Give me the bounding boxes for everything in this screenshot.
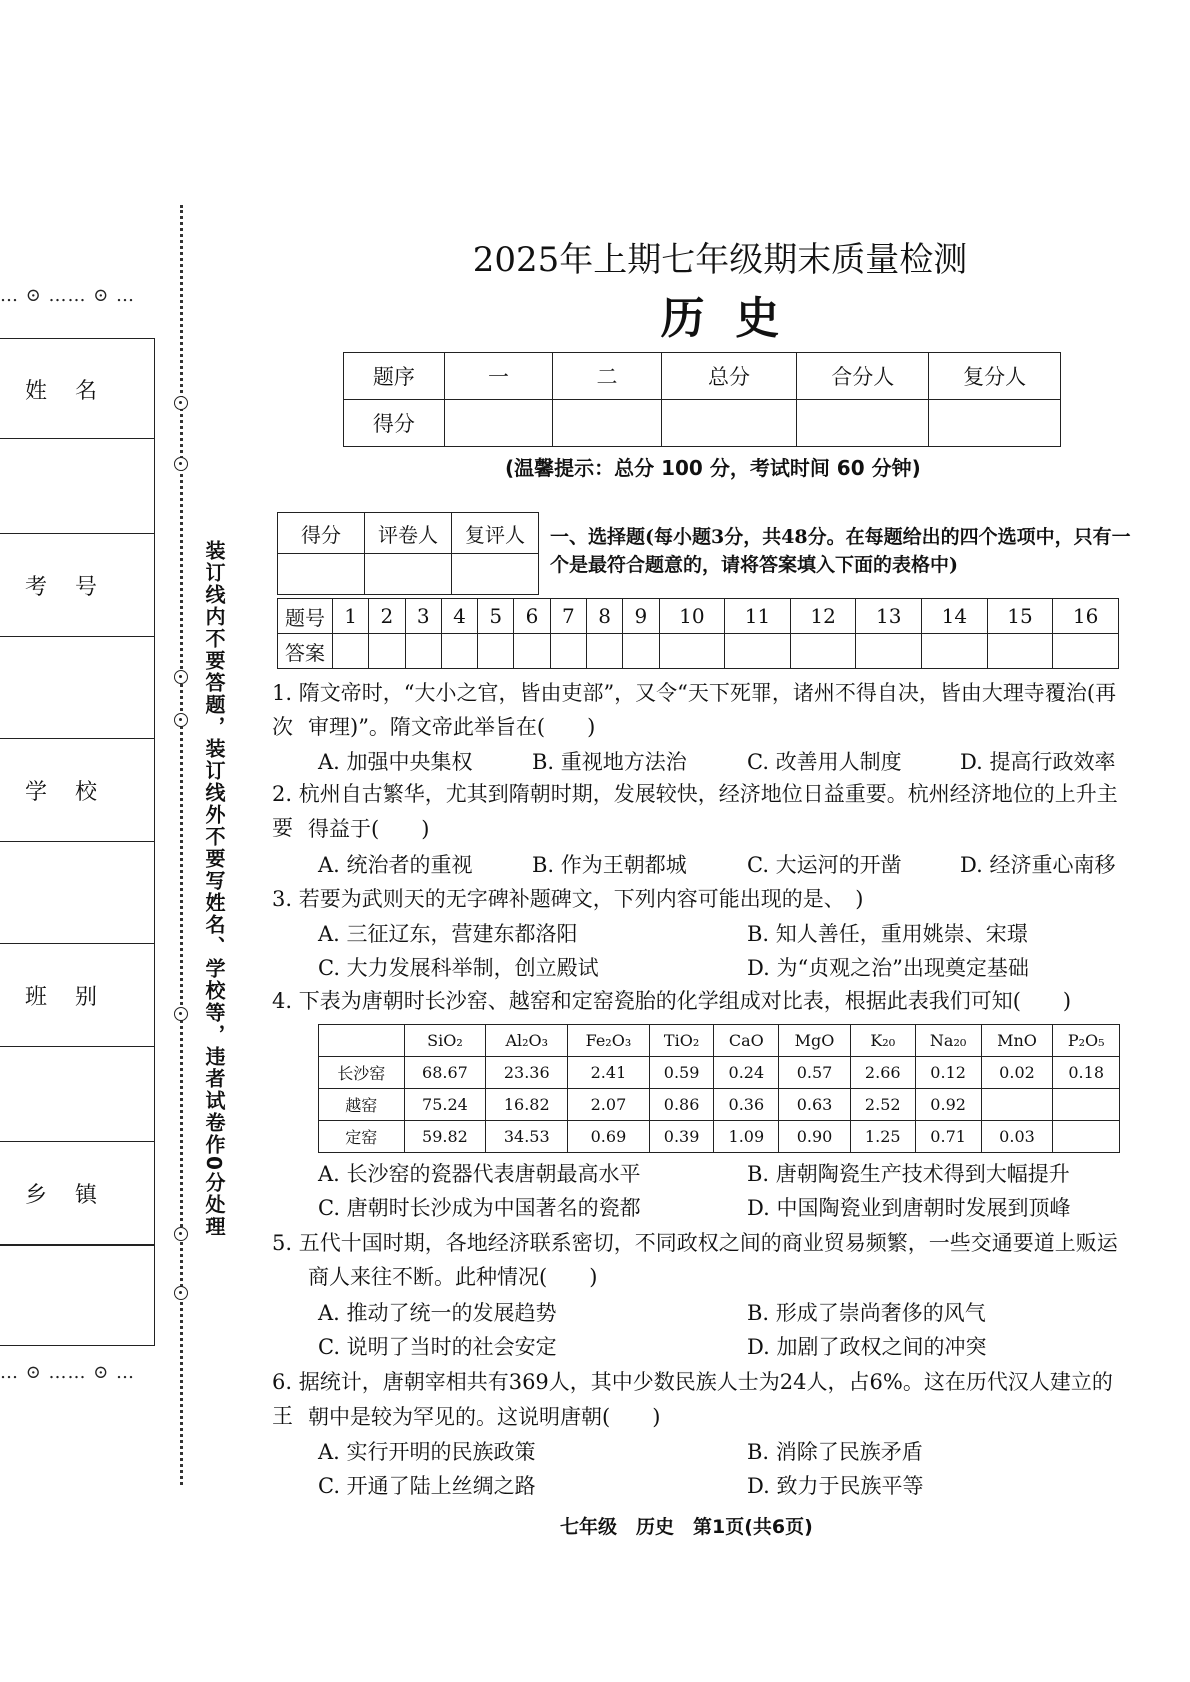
question-3-option-d[interactable]: D. 为“贞观之治”出现奠定基础 — [747, 956, 1029, 980]
answer-cell[interactable] — [478, 634, 514, 669]
answer-cell[interactable] — [790, 634, 856, 669]
answer-number: 13 — [856, 599, 922, 634]
score-cell[interactable] — [797, 400, 929, 447]
question-6-option-b[interactable]: B. 消除了民族矛盾 — [747, 1440, 923, 1464]
answer-cell[interactable] — [441, 634, 477, 669]
question-1-option-d[interactable]: D. 提高行政效率 — [960, 750, 1116, 774]
chem-table-cell: 2.52 — [850, 1089, 915, 1121]
chem-table-cell: 0.39 — [649, 1121, 714, 1153]
question-5-option-c[interactable]: C. 说明了当时的社会安定 — [318, 1335, 557, 1359]
question-4-option-a[interactable]: A. 长沙窑的瓷器代表唐朝最高水平 — [318, 1162, 641, 1186]
chem-table-row-label: 长沙窑 — [319, 1057, 405, 1089]
question-4-option-c[interactable]: C. 唐朝时长沙成为中国著名的瓷都 — [318, 1196, 641, 1220]
grader-header: 复评人 — [452, 513, 539, 554]
binding-hole — [174, 1227, 188, 1241]
score-table — [343, 352, 1061, 447]
binding-hole — [174, 1286, 188, 1300]
score-table-header: 复分人 — [929, 353, 1061, 400]
binding-field-name-blank[interactable] — [0, 438, 155, 533]
section1-instruction-line2: 个是最符合题意的，请将答案填入下面的表格中) — [550, 554, 958, 576]
binding-hole — [174, 670, 188, 684]
answer-cell[interactable] — [1053, 634, 1119, 669]
question-2-option-b[interactable]: B. 作为王朝都城 — [532, 853, 687, 877]
page-footer: 七年级 历史 第1页(共6页) — [560, 1516, 813, 1538]
binding-field-town-blank[interactable] — [0, 1245, 155, 1346]
grader-header: 得分 — [278, 513, 365, 554]
answer-number: 9 — [623, 599, 659, 634]
chem-table-cell: 75.24 — [404, 1089, 486, 1121]
chem-table-cell: 0.92 — [915, 1089, 981, 1121]
binding-field-name: 姓名 — [0, 338, 155, 438]
chem-table-cell: 0.69 — [568, 1121, 650, 1153]
question-3-option-c[interactable]: C. 大力发展科举制，创立殿试 — [318, 956, 599, 980]
binding-field-exam-number-blank[interactable] — [0, 636, 155, 738]
chem-table-cell: 1.09 — [714, 1121, 779, 1153]
chem-table-cell: 0.71 — [915, 1121, 981, 1153]
chem-table-header: Fe₂O₃ — [568, 1025, 650, 1057]
chem-table-cell — [981, 1089, 1053, 1121]
answer-cell[interactable] — [405, 634, 441, 669]
question-5-line2: 商人来往不断。此种情况( ) — [308, 1265, 598, 1289]
answer-number: 7 — [550, 599, 586, 634]
question-1-option-b[interactable]: B. 重视地方法治 — [532, 750, 687, 774]
answer-number: 16 — [1053, 599, 1119, 634]
answer-table-label: 答案 — [278, 634, 333, 669]
chem-table-cell: 2.07 — [568, 1089, 650, 1121]
exam-tip: (温馨提示：总分 100 分，考试时间 60 分钟) — [505, 456, 921, 480]
question-4-line1: 4. 下表为唐朝时长沙窑、越窑和定窑瓷胎的化学组成对比表，根据此表我们可知( ) — [272, 989, 1072, 1013]
question-2-option-a[interactable]: A. 统治者的重视 — [318, 853, 473, 877]
question-5-line1: 5. 五代十国时期，各地经济联系密切，不同政权之间的商业贸易频繁，一些交通要道上贩运 — [272, 1231, 1118, 1255]
binding-hole — [174, 457, 188, 471]
answer-number: 8 — [586, 599, 622, 634]
answer-number: 11 — [725, 599, 791, 634]
question-6-line2: 朝中是较为罕见的。这说明唐朝( ) — [308, 1405, 661, 1429]
chem-table-header: K₂₀ — [850, 1025, 915, 1057]
question-4-option-b[interactable]: B. 唐朝陶瓷生产技术得到大幅提升 — [747, 1162, 1070, 1186]
binding-field-school: 学校 — [0, 738, 155, 841]
chem-table-header — [319, 1025, 405, 1057]
score-cell[interactable] — [444, 400, 552, 447]
question-5-option-d[interactable]: D. 加剧了政权之间的冲突 — [747, 1335, 987, 1359]
chem-table-cell — [1053, 1121, 1120, 1153]
chem-table-cell: 0.12 — [915, 1057, 981, 1089]
grader-cell[interactable] — [365, 554, 452, 595]
binding-hole — [174, 396, 188, 410]
question-1-line2: 审理)”。隋文帝此举旨在( ) — [308, 715, 596, 739]
question-4-option-d[interactable]: D. 中国陶瓷业到唐朝时发展到顶峰 — [747, 1196, 1071, 1220]
subject-title: 历 史 — [660, 293, 780, 344]
question-5-option-b[interactable]: B. 形成了崇尚奢侈的风气 — [747, 1301, 986, 1325]
chem-table-cell: 2.66 — [850, 1057, 915, 1089]
binding-dots-top: … ⊙ …… ⊙ … — [0, 285, 136, 306]
answer-cell[interactable] — [514, 634, 550, 669]
answer-cell[interactable] — [333, 634, 369, 669]
chem-table-cell: 0.86 — [649, 1089, 714, 1121]
answer-number: 5 — [478, 599, 514, 634]
score-cell[interactable] — [661, 400, 797, 447]
answer-number: 14 — [922, 599, 988, 634]
chem-table-cell: 2.41 — [568, 1057, 650, 1089]
chem-table-cell: 0.57 — [779, 1057, 851, 1089]
grader-table — [277, 512, 539, 595]
exam-title: 2025年上期七年级期末质量检测 — [472, 240, 968, 280]
binding-hole — [174, 1007, 188, 1021]
answer-number: 10 — [659, 599, 725, 634]
score-row-label: 得分 — [344, 400, 445, 447]
question-6-option-d[interactable]: D. 致力于民族平等 — [747, 1474, 924, 1498]
question-1-line1: 1. 隋文帝时，“大小之官，皆由吏部”，又令“天下死罪，诸州不得自决，皆由大理寺覆治(再次 — [272, 681, 1117, 739]
answer-cell[interactable] — [369, 634, 405, 669]
chem-table-cell: 0.63 — [779, 1089, 851, 1121]
binding-field-town: 乡镇 — [0, 1141, 155, 1245]
chem-table-header: TiO₂ — [649, 1025, 714, 1057]
question-1-option-a[interactable]: A. 加强中央集权 — [318, 750, 473, 774]
answer-number: 3 — [405, 599, 441, 634]
score-table-header: 二 — [553, 353, 661, 400]
question-2-option-c[interactable]: C. 大运河的开凿 — [747, 853, 902, 877]
chem-table-header: P₂O₅ — [1053, 1025, 1120, 1057]
grader-cell[interactable] — [278, 554, 365, 595]
answer-cell[interactable] — [987, 634, 1053, 669]
answer-cell[interactable] — [922, 634, 988, 669]
section1-instruction-line1: 一、选择题(每小题3分，共48分。在每题给出的四个选项中，只有一 — [550, 526, 1131, 548]
grader-header: 评卷人 — [365, 513, 452, 554]
score-table-header: 一 — [444, 353, 552, 400]
score-cell[interactable] — [929, 400, 1061, 447]
answer-cell[interactable] — [659, 634, 725, 669]
question-6-line1: 6. 据统计，唐朝宰相共有369人，其中少数民族人士为24人，占6%。这在历代汉人建立的王 — [272, 1370, 1113, 1428]
chem-table-cell: 0.18 — [1053, 1057, 1120, 1089]
chem-table-header: SiO₂ — [404, 1025, 486, 1057]
binding-field-exam-number: 考号 — [0, 533, 155, 636]
grader-cell[interactable] — [452, 554, 539, 595]
answer-number: 4 — [441, 599, 477, 634]
answer-cell[interactable] — [725, 634, 791, 669]
chem-table-cell: 34.53 — [486, 1121, 568, 1153]
answer-number: 1 — [333, 599, 369, 634]
chem-table-cell: 0.02 — [981, 1057, 1053, 1089]
answer-number: 6 — [514, 599, 550, 634]
chem-table-cell — [1053, 1089, 1120, 1121]
score-cell[interactable] — [553, 400, 661, 447]
chem-table-cell: 1.25 — [850, 1121, 915, 1153]
chem-table-header: MnO — [981, 1025, 1053, 1057]
binding-dots-bottom: … ⊙ …… ⊙ … — [0, 1362, 136, 1383]
answer-table-label: 题号 — [278, 599, 333, 634]
score-table-header: 总分 — [661, 353, 797, 400]
question-3-line1: 3. 若要为武则天的无字碑补题碑文，下列内容可能出现的是、 ) — [272, 887, 864, 911]
binding-warning: 装订线内不要答题，装订线外不要写姓名、学校等，违者试卷作0分处理 — [202, 540, 226, 1238]
question-6-option-c[interactable]: C. 开通了陆上丝绸之路 — [318, 1474, 536, 1498]
binding-field-school-blank[interactable] — [0, 841, 155, 943]
chem-table-cell: 0.03 — [981, 1121, 1053, 1153]
question-3-option-b[interactable]: B. 知人善任，重用姚崇、宋璟 — [747, 922, 1028, 946]
chem-table-row-label: 越窑 — [319, 1089, 405, 1121]
chem-table-header: Al₂O₃ — [486, 1025, 568, 1057]
binding-field-class: 班别 — [0, 943, 155, 1046]
answer-cell[interactable] — [586, 634, 622, 669]
question-2-line2: 得益于( ) — [308, 817, 430, 841]
chem-table-cell: 23.36 — [486, 1057, 568, 1089]
chem-table-cell: 59.82 — [404, 1121, 486, 1153]
chem-table-cell: 0.24 — [714, 1057, 779, 1089]
score-table-header: 合分人 — [797, 353, 929, 400]
question-2-line1: 2. 杭州自古繁华，尤其到隋朝时期，发展较快，经济地位日益重要。杭州经济地位的上升主要 — [272, 782, 1118, 840]
answer-number: 15 — [987, 599, 1053, 634]
question-6-option-a[interactable]: A. 实行开明的民族政策 — [318, 1440, 536, 1464]
answer-cell[interactable] — [623, 634, 659, 669]
chem-table-header: CaO — [714, 1025, 779, 1057]
chem-table-cell: 68.67 — [404, 1057, 486, 1089]
chem-table-row-label: 定窑 — [319, 1121, 405, 1153]
answer-cell[interactable] — [856, 634, 922, 669]
binding-field-class-blank[interactable] — [0, 1046, 155, 1141]
chem-table-cell: 0.90 — [779, 1121, 851, 1153]
chem-table-cell: 0.59 — [649, 1057, 714, 1089]
question-3-option-a[interactable]: A. 三征辽东，营建东都洛阳 — [318, 922, 578, 946]
answer-number: 12 — [790, 599, 856, 634]
answer-table — [277, 598, 1119, 669]
chem-table-cell: 0.36 — [714, 1089, 779, 1121]
chem-table-header: Na₂₀ — [915, 1025, 981, 1057]
answer-cell[interactable] — [550, 634, 586, 669]
answer-number: 2 — [369, 599, 405, 634]
chem-table-header: MgO — [779, 1025, 851, 1057]
binding-hole — [174, 713, 188, 727]
score-table-header: 题序 — [344, 353, 445, 400]
question-2-option-d[interactable]: D. 经济重心南移 — [960, 853, 1116, 877]
question-5-option-a[interactable]: A. 推动了统一的发展趋势 — [318, 1301, 557, 1325]
question-1-option-c[interactable]: C. 改善用人制度 — [747, 750, 902, 774]
chemical-composition-table — [318, 1024, 1120, 1153]
chem-table-cell: 16.82 — [486, 1089, 568, 1121]
